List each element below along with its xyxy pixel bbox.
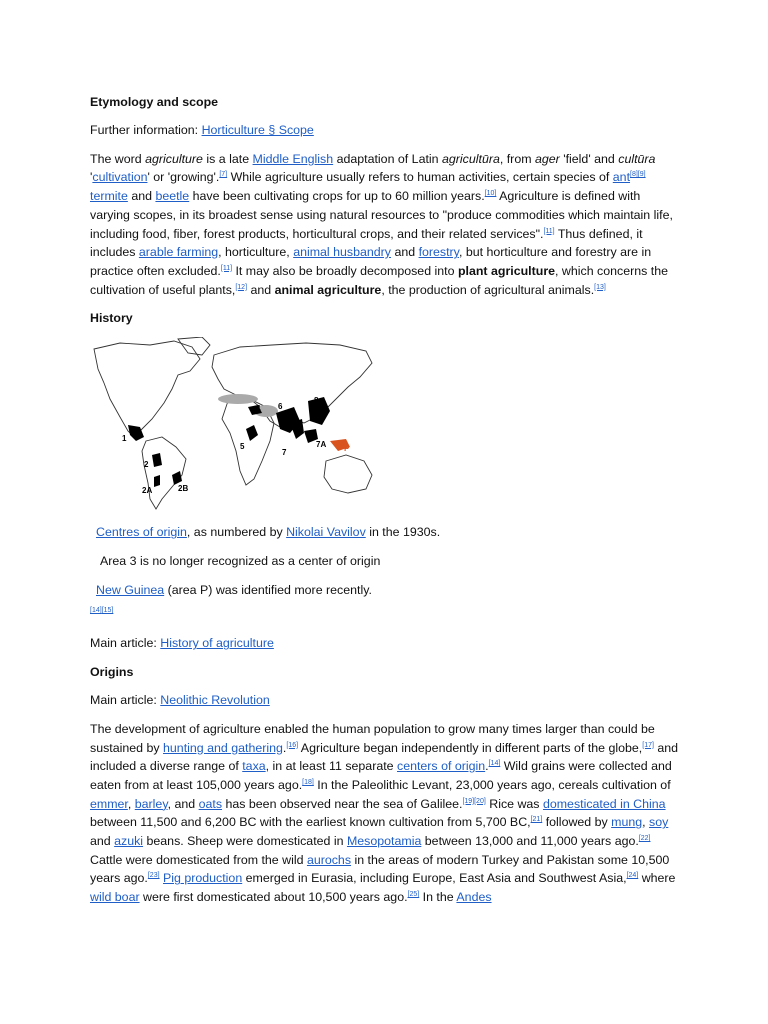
- citation-link[interactable]: [16]: [286, 741, 299, 749]
- map-label-7a: 7A: [316, 440, 327, 450]
- new-guinea-link[interactable]: New Guinea: [96, 582, 165, 597]
- origins-heading: Origins: [90, 665, 134, 680]
- main-article-label: Main article:: [90, 636, 161, 651]
- text: between 13,000 and 11,000 years ago.: [421, 834, 639, 849]
- citation-link[interactable]: [11]: [220, 264, 233, 272]
- citation-link[interactable]: [8][9]: [630, 171, 646, 179]
- grey-regions: [218, 394, 278, 417]
- text: , as numbered by: [186, 525, 287, 540]
- citation-link[interactable]: [10]: [484, 190, 497, 198]
- text: It may also be broadly decomposed into: [232, 263, 458, 278]
- region-1: [128, 425, 144, 441]
- text: and: [127, 189, 156, 204]
- centres-of-origin-map: [90, 337, 374, 513]
- citation-link[interactable]: [14]: [90, 607, 102, 615]
- text: In the: [419, 890, 457, 905]
- greenland-outline: [178, 337, 210, 355]
- italic-term: agricultūra: [442, 151, 500, 166]
- caption-line-2: Area 3 is no longer recognized as a center of origin: [100, 554, 381, 569]
- soy-link[interactable]: soy: [649, 815, 669, 830]
- text: , which concerns the cultivation of useful plants,: [90, 263, 668, 297]
- italic-term: cultūra: [618, 151, 656, 166]
- oats-link[interactable]: oats: [198, 796, 223, 811]
- citation-link[interactable]: [23]: [147, 872, 160, 880]
- text: and: [391, 245, 419, 260]
- arable-farming-link[interactable]: arable farming: [138, 245, 219, 260]
- map-label-7: 7: [282, 448, 287, 458]
- continent-outlines: [94, 337, 372, 509]
- text: , horticulture,: [218, 245, 294, 260]
- barley-link[interactable]: barley: [134, 796, 168, 811]
- hunting-gathering-link[interactable]: hunting and gathering: [163, 740, 283, 755]
- bold-term: animal agriculture: [274, 282, 382, 297]
- text: Agriculture is defined with varying scopes, in its broadest sense using natural resources to "produce commodities which maintain life, including food, fiber, forest products, horticultural crops, and their related services".: [90, 189, 673, 241]
- region-2b: [172, 471, 182, 485]
- origins-paragraph: [90, 720, 680, 907]
- centers-of-origin-link[interactable]: centers of origin: [397, 759, 486, 774]
- map-caption: [96, 523, 680, 599]
- beetle-link[interactable]: beetle: [155, 189, 190, 204]
- centres-of-origin-link[interactable]: Centres of origin: [96, 525, 187, 540]
- map-label-2a: 2A: [142, 486, 153, 496]
- citation-link[interactable]: [18]: [302, 778, 314, 786]
- map-label-4: 4: [256, 404, 261, 414]
- region-5: [246, 425, 258, 441]
- text: have been cultivating crops for up to 60 million years.: [189, 189, 485, 204]
- text: is a late: [202, 151, 253, 166]
- text: emerged in Eurasia, including Europe, East Asia and Southwest Asia,: [242, 871, 627, 886]
- text: between 11,500 and 6,200 BC with the earliest known cultivation from 5,700 BC,: [90, 815, 531, 830]
- text: The word: [90, 151, 146, 166]
- text: , and: [167, 796, 199, 811]
- citation-link[interactable]: [24]: [626, 872, 639, 880]
- text: 'field' and: [559, 151, 619, 166]
- text: beans. Sheep were domesticated in: [143, 834, 347, 849]
- map-label-2b: 2B: [178, 484, 189, 494]
- text: where: [638, 871, 676, 886]
- citation-link[interactable]: [19][20]: [462, 797, 486, 805]
- wild-boar-link[interactable]: wild boar: [90, 890, 140, 905]
- ant-link[interactable]: ant: [612, 170, 631, 185]
- etymology-paragraph: [90, 150, 680, 300]
- termite-link[interactable]: termite: [90, 189, 128, 204]
- caption-line-3: [96, 581, 680, 600]
- further-information: [90, 121, 680, 140]
- further-label: Further information:: [90, 123, 202, 137]
- article-content: [90, 93, 680, 917]
- citation-link[interactable]: [15]: [101, 607, 114, 615]
- citation-link[interactable]: [11]: [543, 227, 555, 235]
- forestry-link[interactable]: forestry: [418, 245, 459, 260]
- aurochs-link[interactable]: aurochs: [306, 852, 352, 867]
- text: , the production of agricultural animals.: [381, 282, 595, 297]
- emmer-link[interactable]: emmer: [90, 796, 128, 811]
- azuki-link[interactable]: azuki: [114, 834, 144, 849]
- text: Agriculture began independently in different parts of the globe,: [298, 740, 643, 755]
- world-map-figure: [90, 337, 374, 513]
- italic-term: agriculture: [145, 151, 203, 166]
- map-label-2: 2: [144, 460, 149, 470]
- text: were first domesticated about 10,500 years ago.: [139, 890, 408, 905]
- text: followed by: [542, 815, 612, 830]
- text: , but horticulture and forestry are in practice often excluded.: [90, 245, 652, 278]
- map-label-p: P: [344, 444, 350, 454]
- text: Rice was: [485, 796, 543, 811]
- domesticated-in-china-link[interactable]: domesticated in China: [542, 796, 666, 811]
- text: .: [282, 740, 287, 755]
- horticulture-scope-link[interactable]: Horticulture § Scope: [201, 123, 314, 137]
- map-label-8: 8: [314, 396, 319, 406]
- australia-outline: [324, 455, 372, 493]
- citation-link[interactable]: [25]: [407, 891, 420, 899]
- neolithic-revolution-link[interactable]: Neolithic Revolution: [160, 693, 270, 708]
- text: in the 1930s.: [365, 525, 441, 540]
- text: has been observed near the sea of Galilee.: [222, 796, 463, 811]
- north-america-outline: [94, 341, 200, 437]
- region-8: [308, 397, 330, 425]
- text: ,: [642, 815, 650, 830]
- mediterranean-shading: [218, 394, 258, 404]
- text: In the Paleolithic Levant, 23,000 years ago, cereals cultivation of: [313, 777, 671, 792]
- pig-production-link[interactable]: Pig production: [163, 871, 243, 886]
- text: and: [247, 282, 275, 297]
- text: ': [90, 170, 93, 185]
- map-label-6: 6: [278, 402, 283, 412]
- animal-husbandry-link[interactable]: animal husbandry: [293, 245, 391, 260]
- citation-link[interactable]: [21]: [530, 816, 543, 824]
- text: Cattle were domesticated from the wild: [90, 852, 307, 867]
- text: and included a diverse range of: [90, 740, 679, 774]
- bold-term: plant agriculture: [457, 263, 556, 278]
- text: ' or 'growing'.: [147, 170, 220, 185]
- origins-main-article: [90, 691, 680, 710]
- text: and: [90, 834, 115, 849]
- mung-link[interactable]: mung: [611, 815, 643, 830]
- text: Thus defined, it includes: [90, 226, 643, 260]
- andes-link[interactable]: Andes: [456, 890, 492, 905]
- taxa-link[interactable]: taxa: [242, 759, 266, 774]
- caption-line-1: [96, 523, 680, 542]
- map-label-1: 1: [122, 434, 127, 444]
- text: .: [485, 759, 489, 774]
- caption-references: [90, 606, 680, 616]
- citation-link[interactable]: [7]: [219, 171, 228, 179]
- text: Wild grains were collected and eaten from at least 105,000 years ago.: [90, 759, 672, 792]
- text: in the areas of modern Turkey and Pakistan some 10,500 years ago.: [90, 852, 670, 886]
- map-label-5: 5: [240, 442, 245, 452]
- etymology-heading: Etymology and scope: [90, 95, 219, 109]
- citation-link[interactable]: [17]: [642, 741, 654, 749]
- citation-link[interactable]: [13]: [594, 283, 606, 291]
- text: adaptation of Latin: [333, 151, 442, 166]
- region-2a: [154, 475, 160, 487]
- region-2: [152, 453, 162, 467]
- history-heading: History: [90, 311, 133, 326]
- citation-link[interactable]: [14]: [488, 760, 501, 768]
- italic-term: ager: [534, 151, 560, 166]
- text: The development of agriculture enabled the human population to grow many times larger than could be sustained by: [90, 721, 655, 755]
- text: ,: [127, 796, 135, 811]
- history-main-article: [90, 634, 680, 653]
- nikolai-vavilov-link[interactable]: Nikolai Vavilov: [286, 525, 366, 540]
- text: While agriculture usually refers to human activities, certain species of: [227, 170, 613, 185]
- mesopotamia-link[interactable]: Mesopotamia: [346, 834, 422, 849]
- middle-english-link[interactable]: Middle English: [252, 151, 334, 166]
- text: (area P) was identified more recently.: [164, 582, 372, 597]
- citation-link[interactable]: [22]: [638, 835, 651, 843]
- main-article-label: Main article:: [90, 693, 161, 708]
- citation-link[interactable]: [12]: [235, 283, 248, 291]
- cultivation-link[interactable]: cultivation: [92, 170, 148, 185]
- text: , from: [499, 151, 535, 166]
- text: , in at least 11 separate: [265, 759, 397, 774]
- history-of-agriculture-link[interactable]: History of agriculture: [160, 636, 274, 651]
